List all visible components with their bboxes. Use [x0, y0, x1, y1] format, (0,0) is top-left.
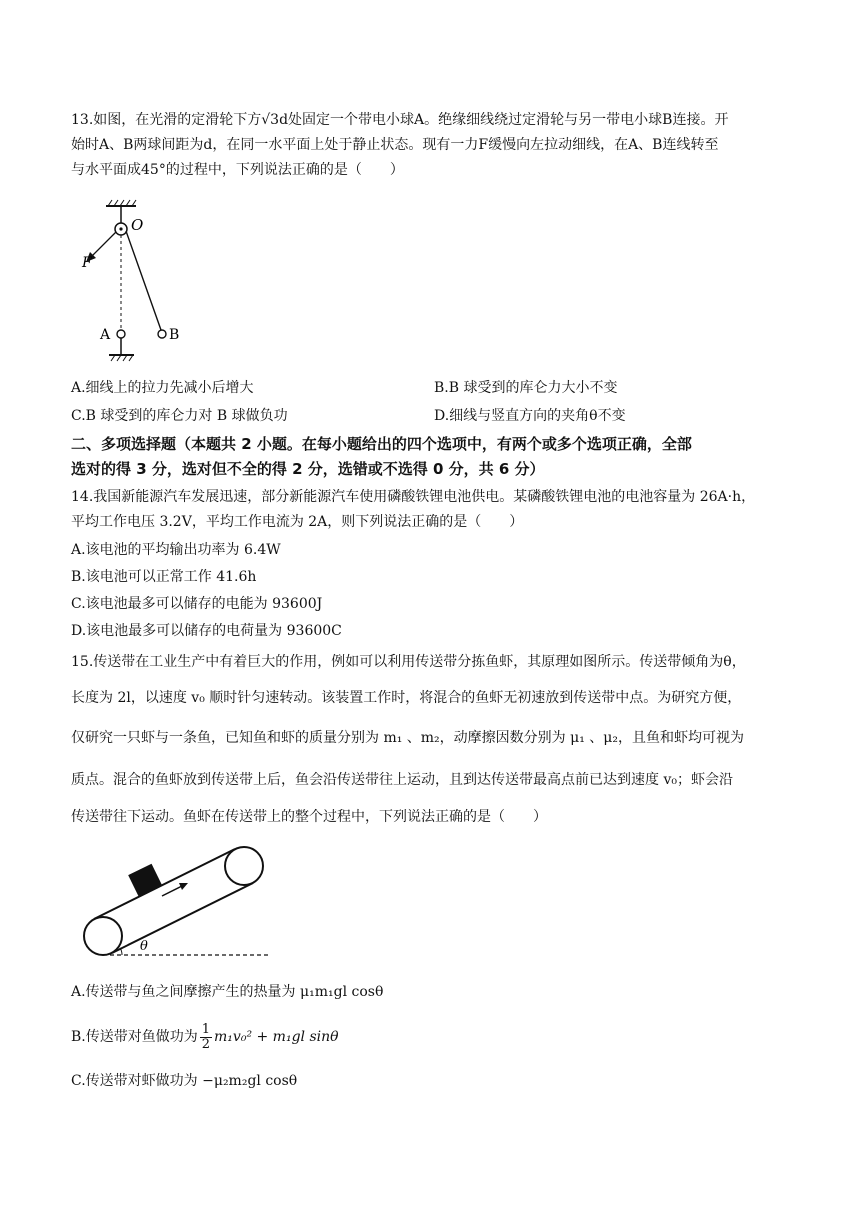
q14-line-1: 14.我国新能源汽车发展迅速，部分新能源汽车使用磷酸铁锂电池供电。某磷酸铁锂电池的电池容量为 26A·h，	[71, 489, 756, 505]
q13-option-a: A.细线上的拉力先减小后增大	[71, 380, 254, 396]
q15-line-5: 传送带往下运动。鱼虾在传送带上的整个过程中，下列说法正确的是（ ）	[71, 809, 547, 825]
label-o: O	[131, 216, 144, 234]
label-a: A	[100, 327, 111, 343]
ball-a	[117, 330, 125, 338]
fraction-one-half: $\frac{1}{2}$	[201, 1021, 211, 1052]
q13-pulley-figure	[78, 196, 198, 371]
q13-line-1: 13.如图，在光滑的定滑轮下方√3d处固定一个带电小球A。绝缘细线绕过定滑轮与另一带电小球B连接。开	[71, 112, 729, 128]
ball-b	[158, 330, 166, 338]
q15-line-2: 长度为 2l，以速度 v₀ 顺时针匀速转动。该装置工作时，将混合的鱼虾无初速放到传送带中点。为研究方便，	[71, 690, 742, 706]
q13-line-2: 始时A、B两球间距为d，在同一水平面上处于静止状态。现有一力F缓慢向左拉动细线，在A、B连线转至	[71, 137, 719, 153]
q13-option-b: B.B 球受到的库仑力大小不变	[434, 380, 618, 396]
q15-line-4: 质点。混合的鱼虾放到传送带上后，鱼会沿传送带往上运动，且到达传送带最高点前已达到速度 v₀；虾会沿	[71, 772, 733, 788]
q13-option-c: C.B 球受到的库仑力对 B 球做负功	[71, 408, 288, 424]
q13-option-d: D.细线与竖直方向的夹角θ不变	[434, 408, 626, 424]
label-f: F	[82, 255, 92, 271]
q14-option-d: D.该电池最多可以储存的电荷量为 93600C	[71, 623, 342, 639]
q14-option-c: C.该电池最多可以储存的电能为 93600J	[71, 596, 323, 612]
section2-heading-line-1: 二、多项选择题（本题共 2 小题。在每小题给出的四个选项中，有两个或多个选项正确，全部	[71, 435, 692, 453]
q15-line-3: 仅研究一只虾与一条鱼，已知鱼和虾的质量分别为 m₁ 、m₂，动摩擦因数分别为 μ₁ 、μ₂，且鱼和虾均可视为	[71, 730, 744, 746]
section2-heading-line-2: 选对的得 3 分，选对但不全的得 2 分，选错或不选得 0 分，共 6 分）	[71, 460, 545, 478]
q14-line-2: 平均工作电压 3.2V，平均工作电流为 2A，则下列说法正确的是（ ）	[71, 514, 524, 530]
label-theta: θ	[140, 939, 148, 954]
q14-option-a: A.该电池的平均输出功率为 6.4W	[71, 542, 281, 558]
q15-option-a: A.传送带与鱼之间摩擦产生的热量为 μ₁m₁gl cosθ	[71, 984, 384, 1000]
q15-option-b-prefix: B.传送带对鱼做功为	[71, 1029, 198, 1045]
conveyor-upper-roller	[225, 847, 263, 885]
q15-conveyor-figure	[78, 838, 278, 963]
q14-option-b: B.该电池可以正常工作 41.6h	[71, 569, 257, 585]
q15-option-c: C.传送带对虾做功为 −μ₂m₂gl cosθ	[71, 1073, 298, 1089]
q15-option-b	[71, 1022, 339, 1052]
q15-option-b-formula: m₁v₀² + m₁gl sinθ	[214, 1029, 339, 1045]
label-b: B	[169, 327, 180, 343]
fish-block	[128, 864, 162, 897]
q15-line-1: 15.传送带在工业生产中有着巨大的作用，例如可以利用传送带分拣鱼虾，其原理如图所示。传送带倾角为θ，	[71, 654, 746, 670]
q13-line-3: 与水平面成45°的过程中，下列说法正确的是（ ）	[71, 162, 404, 178]
conveyor-lower-roller	[84, 917, 122, 955]
